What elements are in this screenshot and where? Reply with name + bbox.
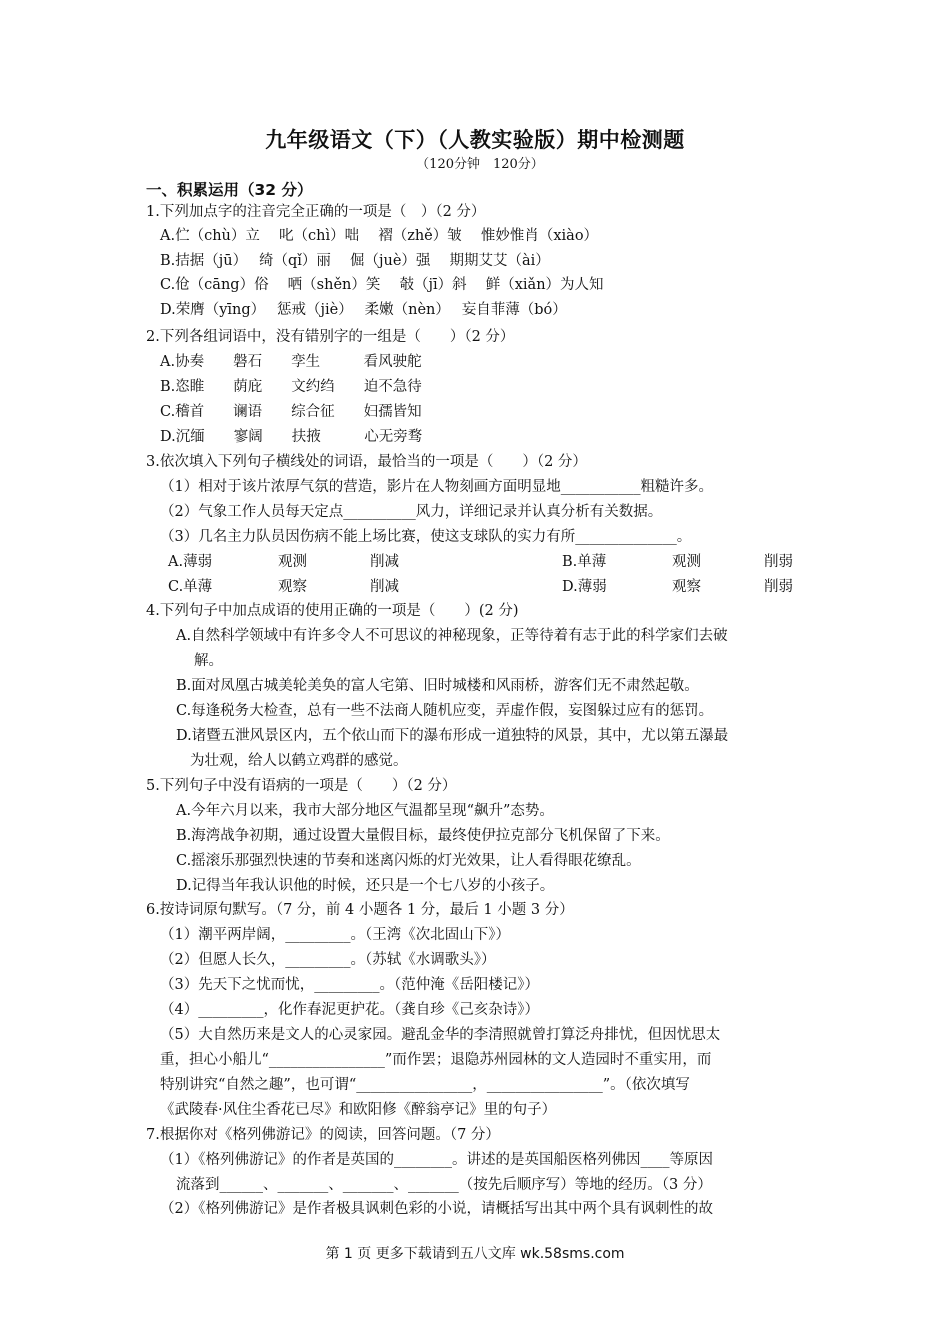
question-7-item-1: （1）《格列佛游记》的作者是英国的________。讲述的是英国船医格列佛因____等原因: [160, 1152, 713, 1168]
option-a-word-1: A.薄弱: [168, 554, 213, 570]
page-subtitle: （120分钟 120分）: [416, 157, 544, 172]
question-6-item-5-line-4: 《武陵春·风住尘香花已尽》和欧阳修《醉翁亭记》里的句子）: [160, 1102, 557, 1118]
question-5-stem: 5.下列句子中没有语病的一项是（ ）（2 分）: [146, 778, 457, 794]
question-4-option-b: B.面对凤凰古城美轮美奂的富人宅第、旧时城楼和风雨桥，游客们无不肃然起敬。: [176, 678, 699, 694]
question-1-stem: 1.下列加点字的注音完全正确的一项是（ ）（2 分）: [146, 204, 486, 220]
question-3-sentence-2: （2）气象工作人员每天定点__________风力，详细记录并认真分析有关数据。: [160, 504, 663, 520]
question-1-option-c: C.伧（cāng）俗 哂（shěn）笑 攲（jī）斜 鲜（xiǎn）为人知: [160, 277, 604, 293]
question-1-option-b: B.拮据（jū） 绮（qǐ）丽 倔（juè）强 期期艾艾（ài）: [160, 253, 550, 269]
question-2-stem: 2.下列各组词语中，没有错别字的一组是（ ）（2 分）: [146, 329, 515, 345]
question-2-option-c: C.稽首 谰语 综合征 妇孺皆知: [160, 404, 422, 420]
option-d-word-3: 削弱: [764, 579, 793, 595]
option-c-word-1: C.单薄: [168, 579, 213, 595]
question-2-option-d: D.沉缅 寥阔 扶掖 心无旁骛: [160, 429, 423, 445]
question-5-option-b: B.海湾战争初期，通过设置大量假目标，最终使伊拉克部分飞机保留了下来。: [176, 828, 670, 844]
question-7-item-1-cont: 流落到______、_______、_______、_______（按先后顺序写）等地的经历。（3 分）: [176, 1177, 712, 1193]
question-4-option-d: D.诸暨五泄风景区内，五个依山而下的瀑布形成一道独特的风景，其中，尤以第五瀑最: [176, 728, 729, 744]
option-d-word-2: 观察: [672, 579, 701, 595]
option-b-word-2: 观测: [672, 554, 701, 570]
question-3-sentence-3: （3）几名主力队员因伤病不能上场比赛，使这支球队的实力有所______________。: [160, 529, 692, 545]
question-7-item-2: （2）《格列佛游记》是作者极具讽刺色彩的小说，请概括写出其中两个具有讽刺性的故: [160, 1201, 713, 1217]
question-4-option-a-cont: 解。: [194, 653, 223, 669]
question-4-option-c: C.每逢税务大检查，总有一些不法商人随机应变，弄虚作假，妄图躲过应有的惩罚。: [176, 703, 714, 719]
page-footer: 第 1 页 更多下载请到五八文库 wk.58sms.com: [325, 1246, 625, 1262]
question-6-stem: 6.按诗词原句默写。（7 分，前 4 小题各 1 分，最后 1 小题 3 分）: [146, 902, 574, 918]
option-a-word-2: 观测: [278, 554, 307, 570]
question-5-option-c: C.摇滚乐那强烈快速的节奏和迷离闪烁的灯光效果，让人看得眼花缭乱。: [176, 853, 641, 869]
question-6-item-5-line-2: 重，担心小船儿“________________”而作罢；退隐苏州园林的文人造园时不重实用，而: [160, 1052, 712, 1068]
question-3-sentence-1: （1）相对于该片浓厚气氛的营造，影片在人物刻画方面明显地___________粗糙许多。: [160, 479, 713, 495]
question-7-stem: 7.根据你对《格列佛游记》的阅读，回答问题。（7 分）: [146, 1127, 500, 1143]
question-4-option-a: A.自然科学领域中有许多令人不可思议的神秘现象，正等待着有志于此的科学家们去破: [176, 628, 728, 644]
question-5-option-a: A.今年六月以来，我市大部分地区气温都呈现“飙升”态势。: [176, 803, 554, 819]
section-heading: 一、积累运用（32 分）: [146, 181, 313, 199]
option-b-word-1: B.单薄: [562, 554, 607, 570]
question-1-option-a: A.伫（chù）立 叱（chì）咄 褶（zhě）皱 惟妙惟肖（xiào）: [160, 228, 599, 244]
question-6-item-4: （4）_________，化作春泥更护花。（龚自珍《己亥杂诗》）: [160, 1002, 539, 1018]
question-6-item-5-line-3: 特别讲究“自然之趣”，也可谓“________________，________________”。（依次填写: [160, 1077, 690, 1093]
question-2-option-b: B.恣睢 荫庇 文约绉 迫不急待: [160, 379, 422, 395]
option-a-word-3: 削减: [370, 554, 399, 570]
question-6-item-5: （5）大自然历来是文人的心灵家园。避乱金华的李清照就曾打算泛舟排忧，但因忧思太: [160, 1027, 721, 1043]
question-2-option-a: A.协奏 磐石 孪生 看风驶舵: [160, 354, 422, 370]
page-title: 九年级语文（下）（人教实验版）期中检测题: [265, 128, 685, 152]
question-6-item-1: （1）潮平两岸阔，_________。（王湾《次北固山下》）: [160, 927, 510, 943]
question-6-item-2: （2）但愿人长久，_________。（苏轼《水调歌头》）: [160, 952, 496, 968]
option-b-word-3: 削弱: [764, 554, 793, 570]
question-5-option-d: D.记得当年我认识他的时候，还只是一个七八岁的小孩子。: [176, 878, 555, 894]
question-6-item-3: （3）先天下之忧而忧，_________。（范仲淹《岳阳楼记》）: [160, 977, 539, 993]
question-1-option-d: D.荣膺（yīng） 惩戒（jiè） 柔嫩（nèn） 妄自菲薄（bó）: [160, 302, 567, 318]
option-c-word-2: 观察: [278, 579, 307, 595]
question-3-stem: 3.依次填入下列句子横线处的词语，最恰当的一项是（ ）（2 分）: [146, 454, 587, 470]
option-c-word-3: 削减: [370, 579, 399, 595]
option-d-word-1: D.薄弱: [562, 579, 607, 595]
question-4-option-d-cont: 为壮观，给人以鹤立鸡群的感觉。: [190, 753, 408, 769]
question-4-stem: 4.下列句子中加点成语的使用正确的一项是（ ）(2 分): [146, 603, 519, 619]
